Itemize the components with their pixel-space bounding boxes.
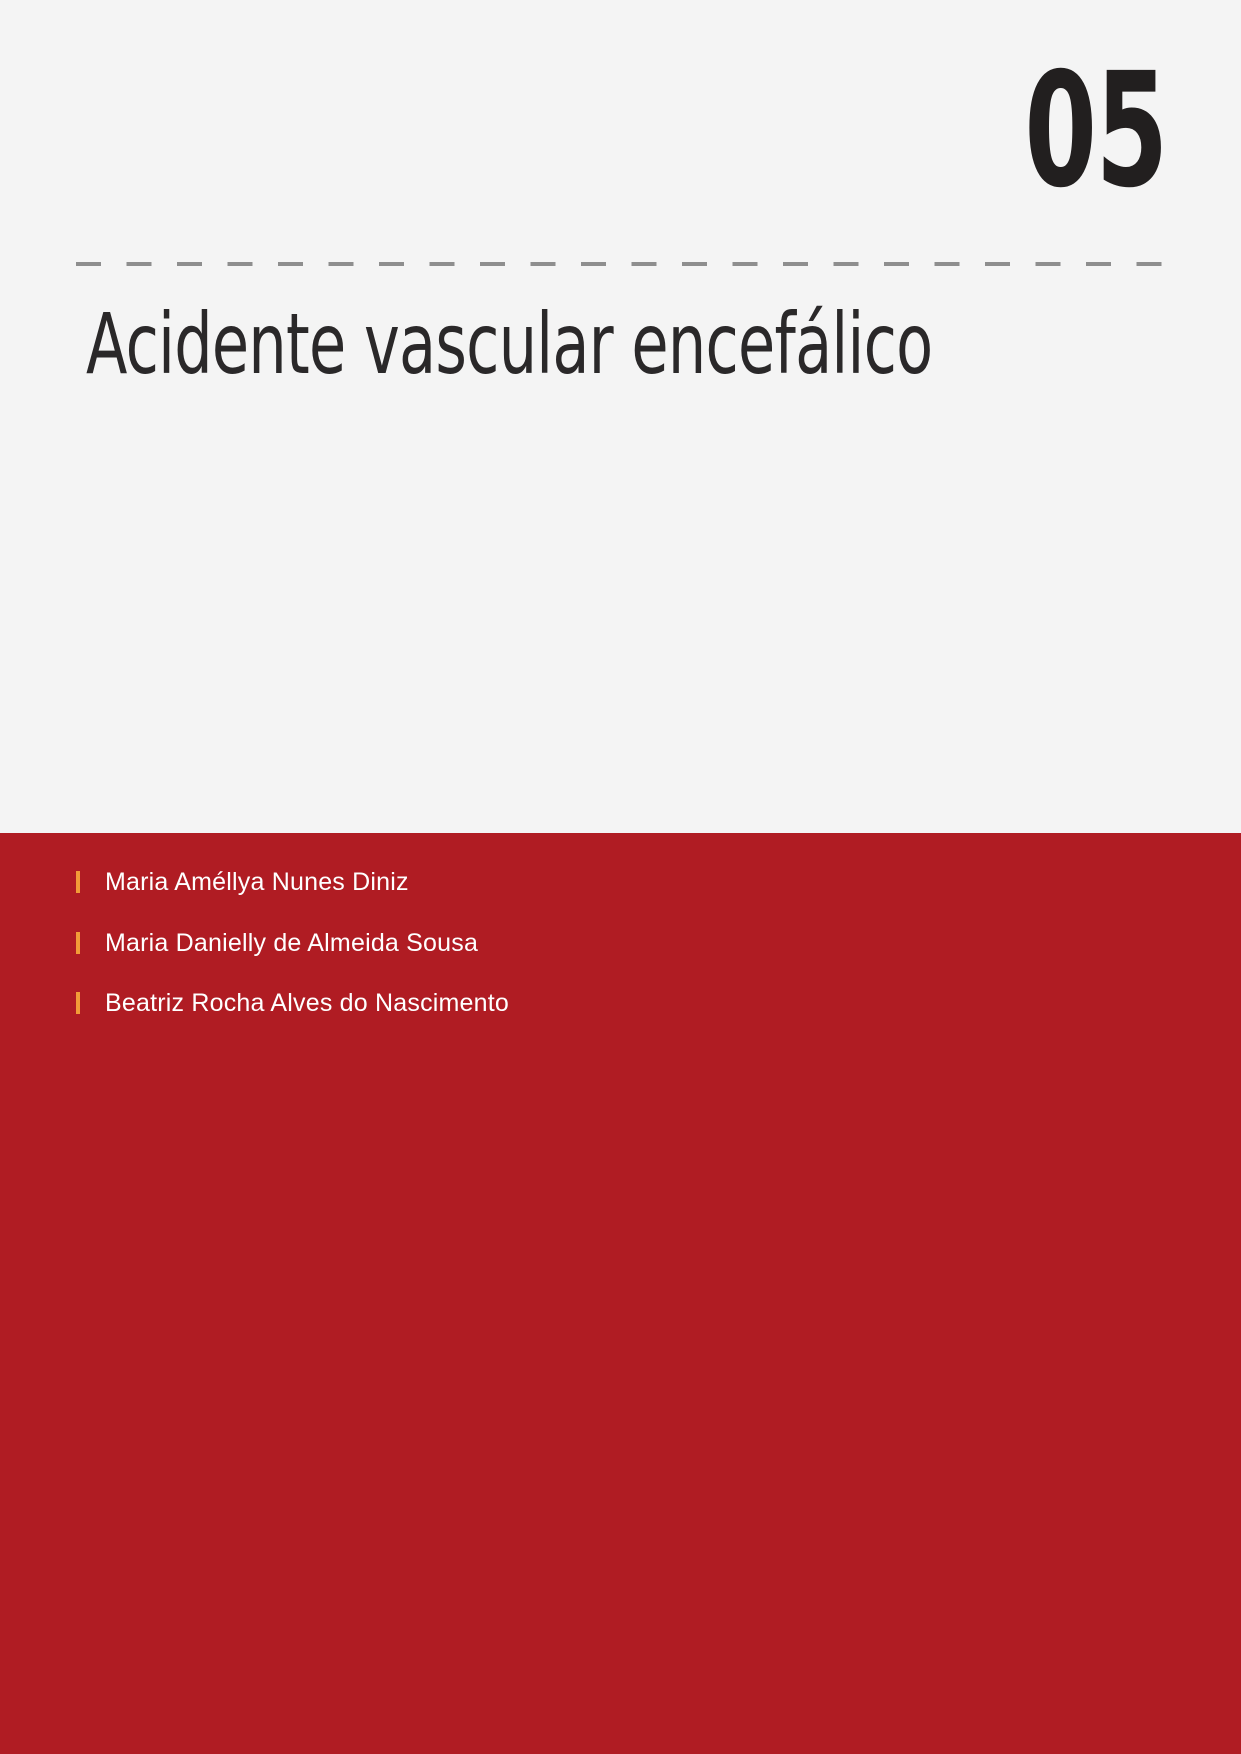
author-name: Maria Danielly de Almeida Sousa [105,928,479,957]
author-marker-icon [76,992,80,1014]
author-item [76,866,509,927]
authors-list [76,866,509,1048]
chapter-title: Acidente vascular encefálico [86,295,933,393]
author-marker-icon [76,932,80,954]
chapter-number: 05 [1024,39,1167,223]
author-name: Maria Améllya Nunes Diniz [105,868,409,896]
dashed-divider [76,262,1167,266]
author-marker-icon [76,871,80,893]
chapter-header-area [0,0,1241,833]
author-name: Beatriz Rocha Alves do Nascimento [105,989,510,1017]
author-item [76,987,509,1048]
authors-panel [0,833,1241,1754]
author-item [76,927,509,988]
